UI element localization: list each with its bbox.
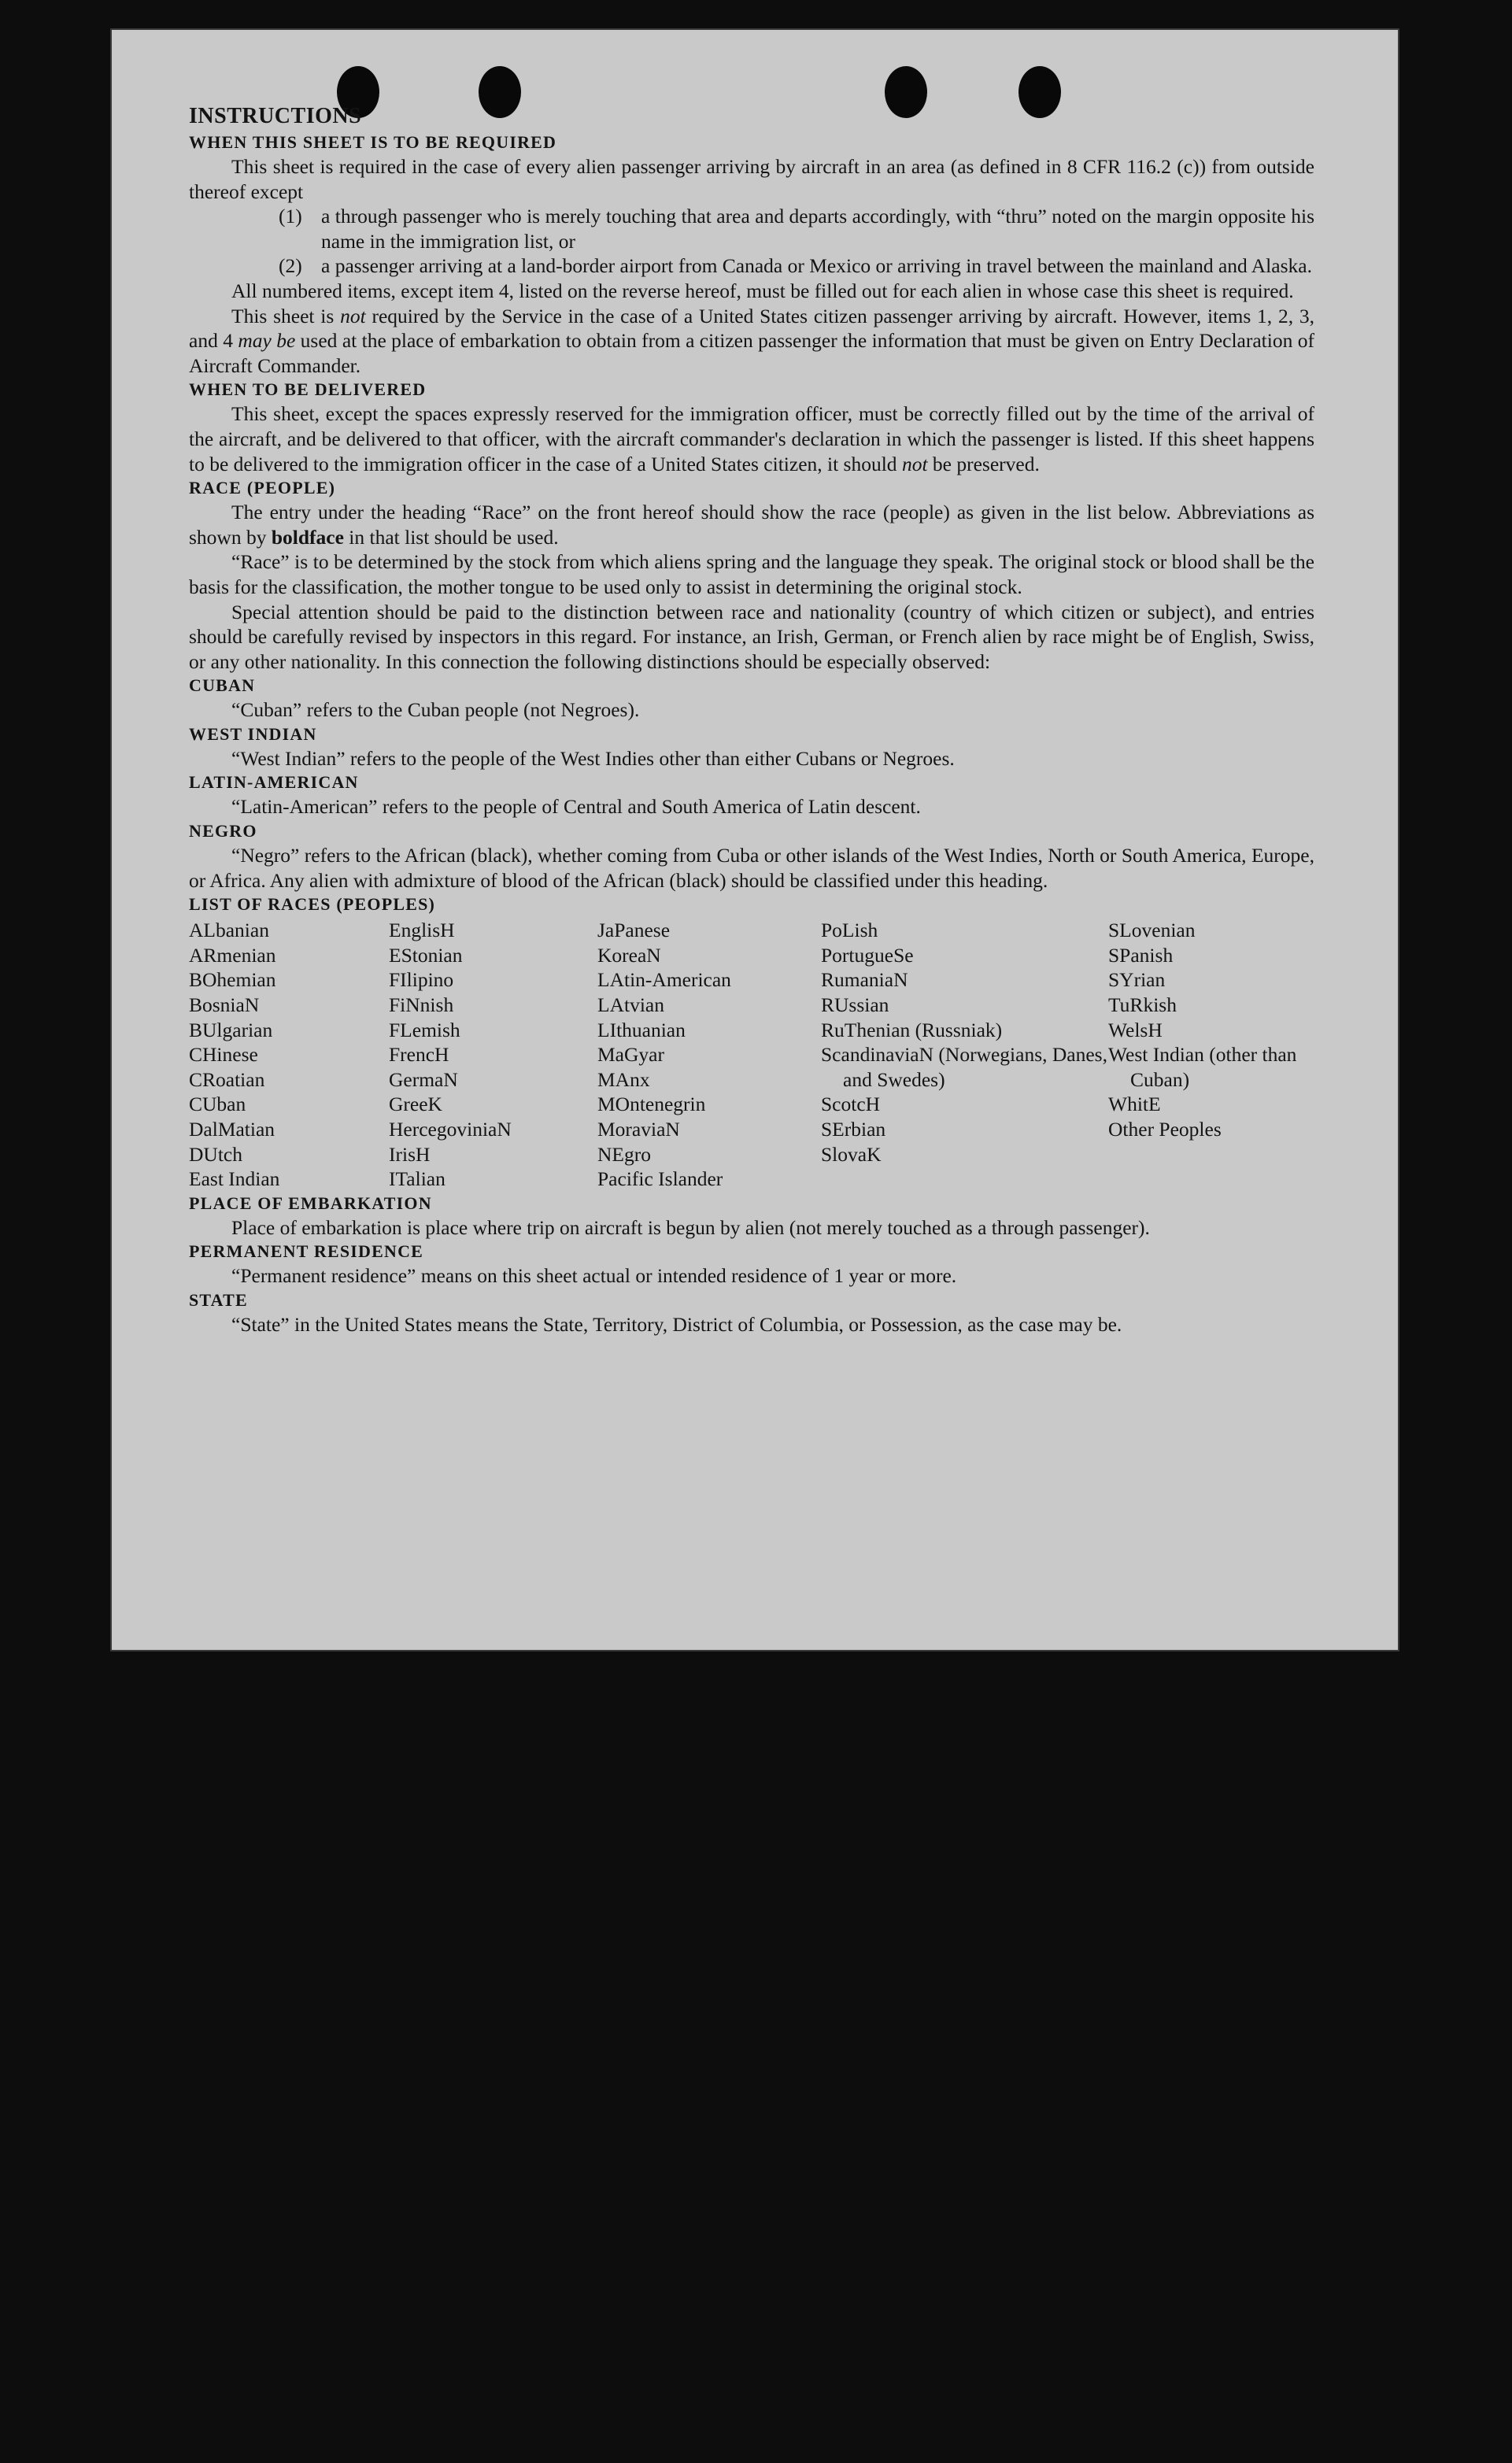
race-entry: BUlgarian [189, 1018, 273, 1041]
bold-text: boldface [271, 525, 344, 549]
race-entry: EStonian [389, 943, 463, 967]
paragraph: “West Indian” refers to the people of the West Indies other than either Cubans or Negroes. [231, 746, 955, 770]
section-heading-when-required: WHEN THIS SHEET IS TO BE REQUIRED [189, 132, 557, 152]
race-entry: Other Peoples [1108, 1118, 1222, 1141]
race-entry: CUban [189, 1093, 246, 1116]
race-entry: PortugueSe [821, 943, 914, 967]
race-entry: MoraviaN [597, 1118, 680, 1141]
item-text: a through passenger who is merely touching that area and departs accordingly, with “thru” noted on the margin opposite his name in the immigration list, or [321, 205, 1314, 253]
section-heading-cuban: CUBAN [189, 675, 256, 696]
list-item [279, 253, 1314, 279]
races-column [597, 918, 821, 1192]
paragraph: “Cuban” refers to the Cuban people (not Negroes). [231, 698, 640, 722]
race-entry: SlovaK [821, 1142, 882, 1166]
list-item [279, 204, 1314, 253]
race-entry: SErbian [821, 1118, 886, 1141]
race-entry: TuRkish [1108, 993, 1177, 1017]
section-heading-when-delivered: WHEN TO BE DELIVERED [189, 379, 427, 400]
race-entry: CRoatian [189, 1067, 265, 1091]
section-heading-race: RACE (PEOPLE) [189, 478, 336, 498]
races-column [1108, 918, 1314, 1192]
text-run: required by the Service in the case of a United States citizen passenger arriving by aircraft. However, items 1, 2, 3, and 4 [189, 304, 1314, 353]
section-heading-state: STATE [189, 1289, 248, 1310]
race-entry: IrisH [389, 1142, 431, 1166]
race-entry: WelsH [1108, 1018, 1163, 1041]
race-entry: SYrian [1108, 968, 1166, 992]
race-entry: East Indian [189, 1167, 280, 1191]
races-column [821, 918, 1108, 1192]
race-entry: HercegoviniaN [389, 1118, 512, 1141]
race-entry: KoreaN [597, 943, 661, 967]
section-heading-latin-american: LATIN-AMERICAN [189, 772, 359, 793]
paragraph: “Race” is to be determined by the stock from which aliens spring and the language they speak. The original stock or blood shall be the basis for the classification, the mother tongue to be used only to assist in determining the original stock. [189, 550, 1314, 598]
paragraph: “Negro” refers to the African (black), whether coming from Cuba or other islands of the West Indies, North or South America, Europe, or Africa. Any alien with admixture of blood of the African (black) should be classified under this heading. [189, 844, 1314, 892]
instruction-sheet [112, 30, 1398, 1650]
paragraph: “Permanent residence” means on this sheet actual or intended residence of 1 year or more. [231, 1264, 957, 1288]
race-entry: LAtvian [597, 993, 664, 1017]
text-run: This sheet is [231, 304, 341, 327]
text-run: This sheet, except the spaces expressly reserved for the immigration officer, must be correctly filled out by the time of the arrival of the aircraft, and be delivered to that officer, with the aircraft commander's declaration in which the passenger is listed. If this sheet happens to be delivered to the immigration officer in the case of a United States citizen, it should [189, 402, 1314, 475]
race-entry: CHinese [189, 1043, 258, 1067]
race-entry: ARmenian [189, 943, 276, 967]
paragraph: Place of embarkation is place where trip on aircraft is begun by alien (not merely touched as a through passenger). [231, 1215, 1150, 1239]
page-title: INSTRUCTIONS [189, 104, 362, 128]
paragraph [189, 500, 1314, 549]
race-entry: FrencH [389, 1043, 449, 1067]
section-heading-residence: PERMANENT RESIDENCE [189, 1241, 424, 1262]
race-entry: LIthuanian [597, 1018, 686, 1041]
paragraph: “State” in the United States means the State, Territory, District of Columbia, or Possession, as the case may be. [231, 1312, 1122, 1336]
race-entry: ITalian [389, 1167, 445, 1191]
race-entry: FLemish [389, 1018, 460, 1041]
races-list [189, 918, 1314, 1192]
race-entry: RUssian [821, 993, 889, 1017]
race-entry: FiNnish [389, 993, 454, 1017]
emphasis-text: not [340, 304, 366, 327]
paragraph: All numbered items, except item 4, listed on the reverse hereof, must be filled out for each alien in whose case this sheet is required. [231, 279, 1294, 302]
section-heading-embarkation: PLACE OF EMBARKATION [189, 1193, 432, 1213]
race-entry: West Indian (other than Cuban) [1108, 1043, 1297, 1091]
section-heading-list-of-races: LIST OF RACES (PEOPLES) [189, 894, 436, 915]
race-entry: SPanish [1108, 943, 1174, 967]
race-entry: BOhemian [189, 968, 276, 992]
race-entry: ScandinaviaN (Norwegians, Danes, and Swedes) [821, 1043, 1107, 1091]
race-entry: JaPanese [597, 919, 671, 942]
text-run: used at the place of embarkation to obtain from a citizen passenger the information that must be given on Entry Declaration of Aircraft Commander. [189, 329, 1314, 377]
sheet-content [189, 102, 1314, 1337]
race-entry: RumaniaN [821, 968, 908, 992]
race-entry: DUtch [189, 1142, 242, 1166]
race-entry: WhitE [1108, 1093, 1161, 1116]
paragraph: “Latin-American” refers to the people of Central and South America of Latin descent. [231, 795, 921, 819]
item-number: (1) [279, 205, 302, 228]
race-entry: MaGyar [597, 1043, 664, 1067]
race-entry: PoLish [821, 919, 878, 942]
race-entry: MOntenegrin [597, 1093, 706, 1116]
text-run: in that list should be used. [343, 525, 559, 549]
race-entry: LAtin-American [597, 968, 731, 992]
race-entry: BosniaN [189, 993, 260, 1017]
text-run: be preserved. [927, 452, 1040, 475]
section-heading-west-indian: WEST INDIAN [189, 723, 317, 744]
race-entry: GermaN [389, 1067, 458, 1091]
race-entry: SLovenian [1108, 919, 1196, 942]
race-entry: Pacific Islander [597, 1167, 723, 1191]
race-entry: FIlipino [389, 968, 454, 992]
section-heading-negro: NEGRO [189, 821, 257, 841]
race-entry: DalMatian [189, 1118, 275, 1141]
race-entry: RuThenian (Russniak) [821, 1018, 1003, 1041]
emphasis-text: not [901, 452, 928, 475]
paragraph [189, 304, 1314, 379]
races-column [189, 918, 389, 1192]
race-entry: NEgro [597, 1142, 651, 1166]
races-column [389, 918, 597, 1192]
race-entry: EnglisH [389, 919, 455, 942]
race-entry: ALbanian [189, 919, 269, 942]
paragraph: This sheet is required in the case of every alien passenger arriving by aircraft in an area (as defined in 8 CFR 116.2 (c)) from outside thereof except [189, 155, 1314, 203]
race-entry: GreeK [389, 1093, 442, 1116]
item-text: a passenger arriving at a land-border airport from Canada or Mexico or arriving in travel between the mainland and Alaska. [321, 254, 1312, 278]
race-entry: MAnx [597, 1067, 650, 1091]
text-run: The entry under the heading “Race” on the front hereof should show the race (people) as given in the list below. Abbreviations as shown by [189, 501, 1314, 549]
paragraph: Special attention should be paid to the distinction between race and nationality (country of which citizen or subject), and entries should be carefully revised by inspectors in this regard. For instance, an Irish, German, or French alien by race might be of English, Swiss, or any other nationality. In this connection the following distinctions should be especially observed: [189, 600, 1314, 673]
item-number: (2) [279, 254, 302, 278]
emphasis-text: may be [238, 329, 296, 353]
paragraph [189, 401, 1314, 476]
race-entry: ScotcH [821, 1093, 881, 1116]
